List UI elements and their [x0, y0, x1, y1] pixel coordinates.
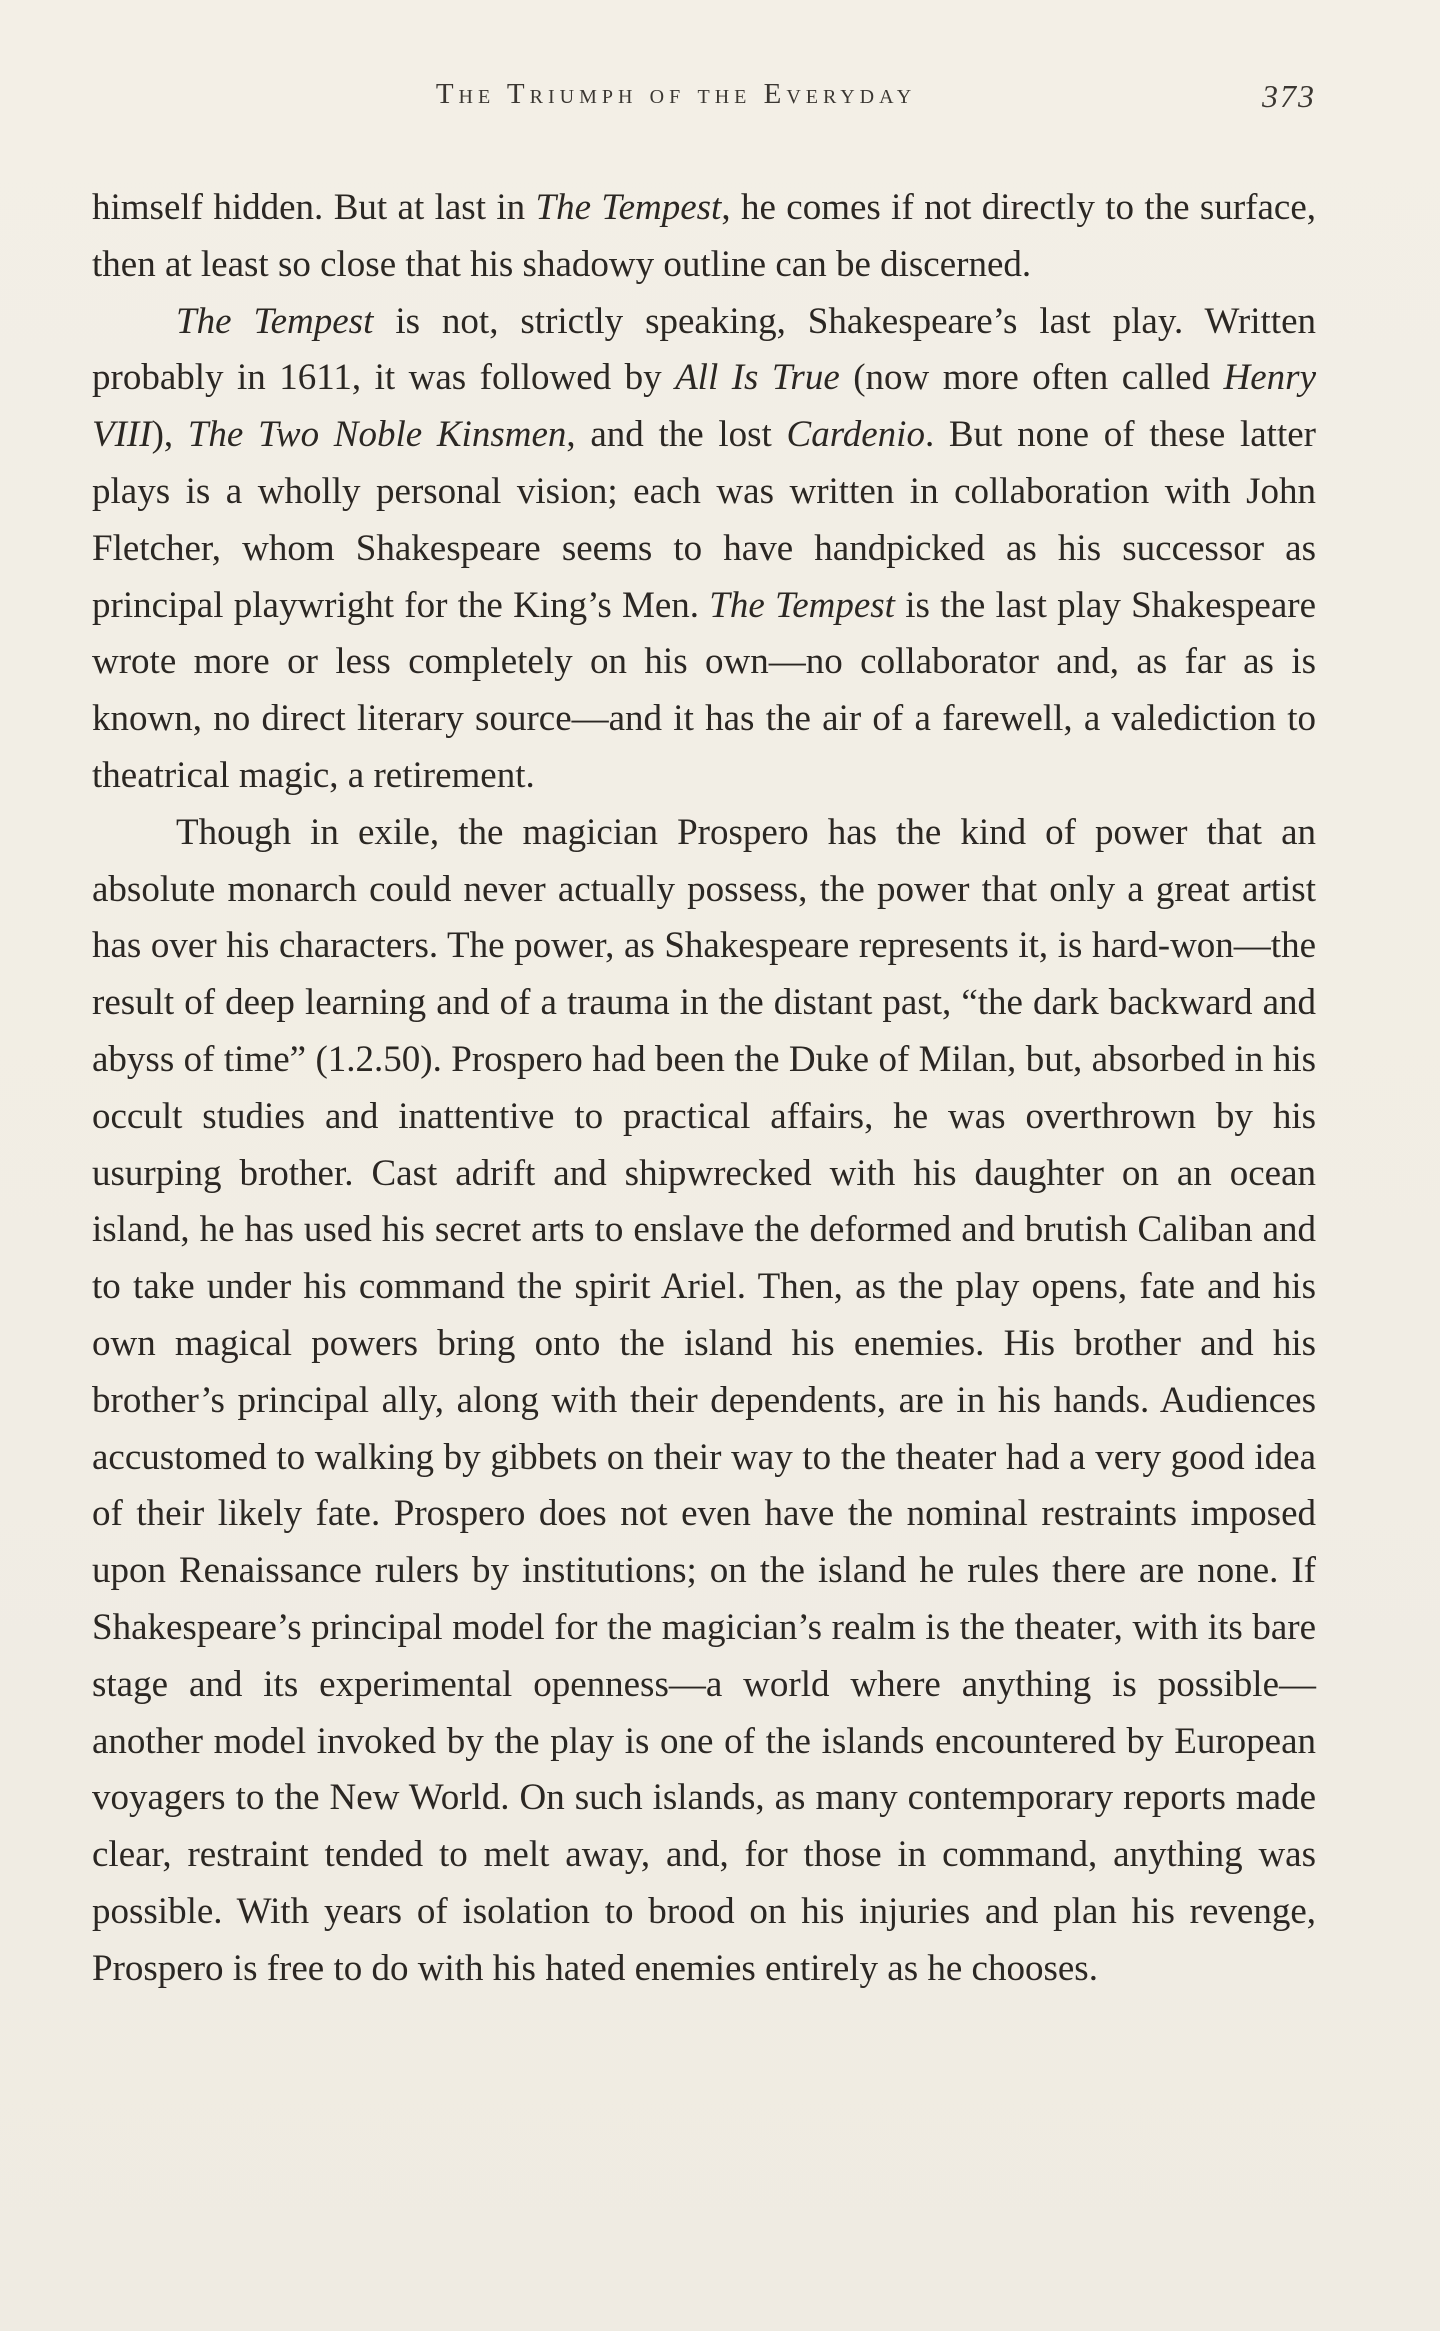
- text-run: , and the lost: [566, 414, 787, 456]
- body-text: [92, 180, 1316, 1998]
- italic-title: Henry VIII: [92, 357, 1316, 456]
- paragraph-3: [92, 805, 1316, 1998]
- text-run: himself hidden. But at last in: [92, 187, 536, 228]
- text-run: (now more often called: [839, 357, 1224, 399]
- italic-title: The Two Noble Kinsmen: [187, 414, 567, 456]
- running-head: [92, 78, 1316, 122]
- paragraph-2: [92, 294, 1316, 805]
- italic-title: Cardenio: [786, 414, 925, 456]
- paragraph-1: [92, 180, 1316, 294]
- text-run: . But none of these latter plays is a wholly personal vision; each was written in collaboration with John Fletcher, whom Shakespeare seems to have handpicked as his successor as principal playwright for the King’s Men.: [92, 414, 1316, 626]
- text-run: Though in exile, the magician Prospero has the kind of power that an absolute monarch could never actually possess, the power that only a great artist has over his characters. The power, as Shakespeare represents it, is hard-won—the result of deep learning and of a trauma in the distant past, “the dark backward and abyss of time” (1.2.50). Prospero had been the Duke of Milan, but, absorbed in his occult studies and inattentive to practical affairs, he was overthrown by his usurping brother. Cast adrift and shipwrecked with his daughter on an ocean island, he has used his secret arts to enslave the deformed and brutish Caliban and to take under his command the spirit Ariel. Then, as the play opens, fate and his own magical powers bring onto the island his enemies. His brother and his brother’s principal ally, along with their dependents, are in his hands. Audiences accustomed to walking by gibbets on their way to the theater had a very good idea of their likely fate. Prospero does not even have the nominal restraints imposed upon Renaissance rulers by institutions; on the island he rules there are none. If Shakespeare’s principal model for the magician’s realm is the theater, with its bare stage and its experimental openness—a world where anything is possible—another model invoked by the play is one of the islands encountered by European voyagers to the New World. On such islands, as many contemporary reports made clear, restraint tended to melt away, and, for those in command, anything was possible. With years of isolation to brood on his injuries and plan his revenge, Prospero is free to do with his hated enemies entirely as he chooses.: [92, 811, 1316, 1989]
- italic-title: All Is True: [675, 357, 840, 399]
- italic-title: The Tempest: [535, 187, 722, 228]
- italic-title: The Tempest: [709, 584, 895, 626]
- italic-title: The Tempest: [176, 300, 374, 342]
- page-number: 373: [1262, 78, 1316, 114]
- running-title: The Triumph of the Everyday: [435, 78, 917, 110]
- text-run: , he comes if not directly to the surface, then at least so close that his shadowy outline can be discerned.: [92, 187, 1316, 285]
- text-run: is the last play Shakespeare wrote more or less completely on his own—no collaborator and, as far as is known, no direct literary source—and it has the air of a farewell, a valediction to theatrical magic, a retirement.: [92, 584, 1317, 796]
- text-run: is not, strictly speaking, Shakespeare’s last play. Written probably in 1611, it was followed by: [92, 300, 1316, 399]
- text-run: ),: [151, 414, 188, 456]
